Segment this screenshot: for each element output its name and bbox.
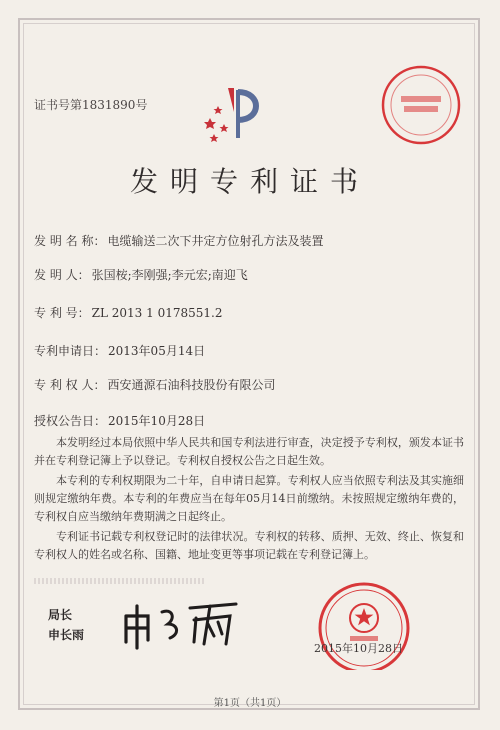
patent-number-value: ZL 2013 1 0178551.2 (91, 306, 223, 320)
registration-stamp-icon (376, 60, 466, 150)
inventor-value: 张国桉;李刚强;李元宏;南迎飞 (91, 268, 248, 282)
filing-date-label: 专利申请日： (34, 344, 107, 358)
cnipa-logo-icon (200, 84, 270, 144)
grant-date-label: 授权公告日： (34, 414, 107, 428)
director-name: 申长雨 (48, 628, 85, 642)
patentee-label: 专 利 权 人： (34, 378, 106, 392)
invention-name-value: 电缆输送二次下井定方位射孔方法及装置 (107, 234, 324, 248)
inventor-field (34, 266, 248, 283)
filing-date-field (34, 342, 205, 359)
patent-number-field (34, 304, 222, 321)
grant-date-field (34, 412, 205, 429)
grant-date-value: 2015年10月28日 (108, 414, 206, 428)
invention-name-label: 发 明 名 称： (34, 234, 106, 248)
patent-number-label: 专 利 号： (34, 306, 90, 320)
inventor-label: 发 明 人： (34, 268, 90, 282)
certificate-number: 证书号第1831890号 (34, 98, 148, 112)
filing-date-value: 2013年05月14日 (108, 344, 206, 358)
page-title: 发明专利证书 (129, 165, 370, 198)
page-footer: 第1页（共1页） (213, 698, 287, 709)
director-title: 局长 (48, 608, 73, 622)
seal-date: 2015年10月28日 (314, 642, 403, 655)
patentee-value: 西安通源石油科技股份有限公司 (107, 378, 276, 392)
barcode-strip (34, 578, 204, 584)
paragraph-2: 本专利的专利权期限为二十年，自申请日起算。专利权人应当依照专利法及其实施细则规定缴纳年费。本专利的年费应当在每年05月14日前缴纳。未按照规定缴纳年费的，专利权自应当缴纳年费期满之日起终止。 (34, 474, 464, 523)
signature-icon (118, 594, 258, 654)
patentee-field (34, 376, 275, 393)
invention-name-field (34, 232, 323, 249)
paragraph-1: 本发明经过本局依照中华人民共和国专利法进行审查，决定授予专利权，颁发本证书并在专利登记簿上予以登记。专利权自授权公告之日起生效。 (34, 436, 464, 467)
paragraph-3: 专利证书记载专利权登记时的法律状况。专利权的转移、质押、无效、终止、恢复和专利权人的姓名或名称、国籍、地址变更等事项记载在专利登记簿上。 (34, 530, 464, 561)
